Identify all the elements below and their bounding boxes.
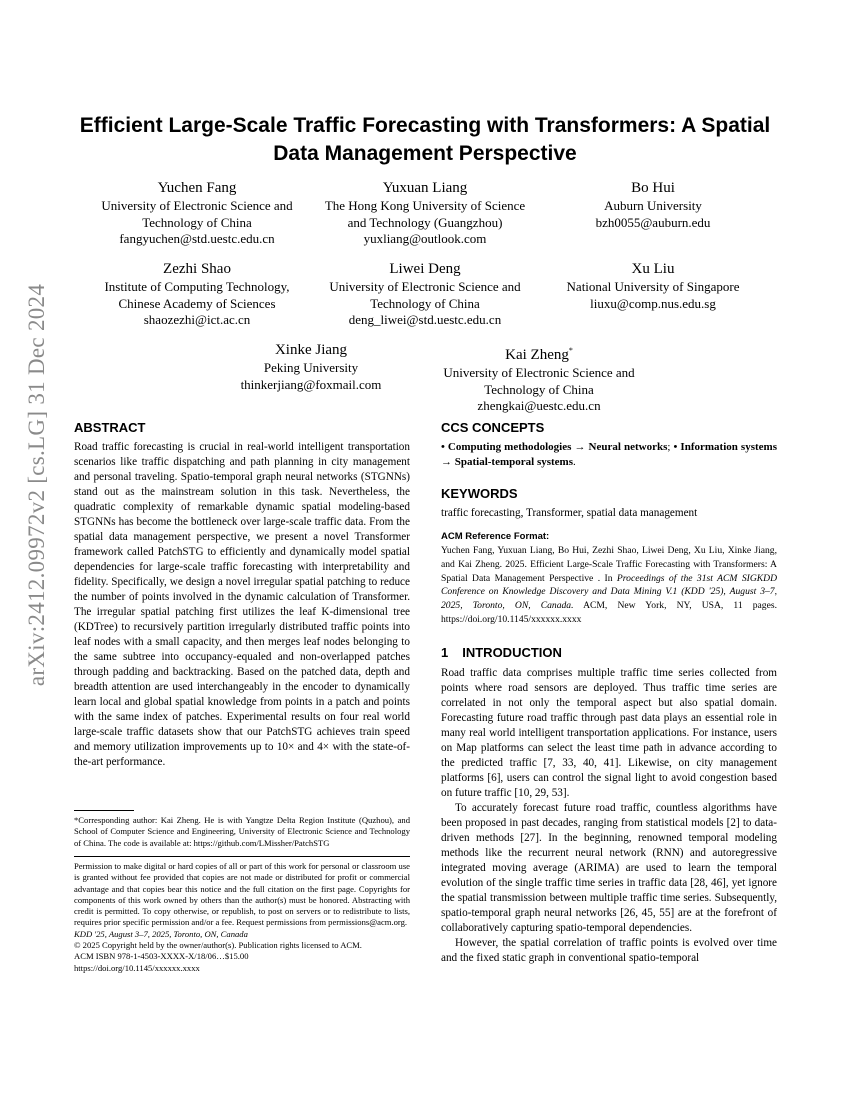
- reference-authors: Yuchen Fang, Yuxuan Liang, Bo Hui, Zezhi Shao, Liwei Deng, Xu Liu, Xinke Jiang, and Kai Zheng. 2025. Efficient Large-Scale Traffic Forecasting with Transformers: A Spatial Data Management Perspective . In: [441, 545, 777, 584]
- introduction-heading: [441, 645, 777, 660]
- author-name: Yuchen Fang: [157, 180, 237, 196]
- ccs-text: [441, 440, 777, 470]
- section-title: INTRODUCTION: [462, 645, 562, 660]
- copyright-line: © 2025 Copyright held by the owner/author(s). Publication rights licensed to ACM.: [74, 940, 362, 951]
- keywords-text: traffic forecasting, Transformer, spatial data management: [441, 507, 698, 519]
- paper-title: Efficient Large-Scale Traffic Forecasting with Transformers: A Spatial Data Management Perspective: [79, 114, 771, 165]
- conference-line: KDD '25, August 3–7, 2025, Toronto, ON, Canada: [74, 928, 248, 939]
- introduction-section: [441, 645, 777, 966]
- keywords-section: [441, 486, 777, 521]
- footnote-divider: [74, 810, 134, 811]
- author-email[interactable]: yuxliang@outlook.com: [363, 231, 487, 246]
- author-name: Xinke Jiang: [274, 342, 348, 358]
- reference-heading: ACM Reference Format:: [441, 531, 550, 542]
- author-name: Bo Hui: [631, 180, 675, 196]
- reference-text: [441, 544, 777, 627]
- author-affiliation: Technology of China: [370, 295, 480, 311]
- author-block: [72, 260, 322, 329]
- author-block: [528, 179, 778, 231]
- author-affiliation: The Hong Kong University of Science: [324, 198, 526, 213]
- ccs-heading: CCS CONCEPTS: [441, 420, 545, 435]
- footnote-corresponding: *Corresponding author: Kai Zheng. He is with Yangtze Delta Region Institute (Quzhou), and School of Computer Science and Engineering, University of Electronic Science and Technology of China. The code is available at: https://github.com/LMissher/PatchSTG: [74, 815, 410, 848]
- corresponding-mark: *: [568, 346, 573, 355]
- ccs-term: Spatial-temporal systems: [454, 456, 573, 468]
- intro-paragraph: Road traffic data comprises multiple traffic time series collected from points where road sensors are deployed. Thus traffic time series are correlated in not only the temporal aspect but also spatial domain. Forecasting future road traffic through past data plays an essential role in many real world intelligent transportation applications. For instance, users on Map platforms can select the least time path in advance according to the predicted traffic [7, 33, 40, 41]. Likewise, on city management platforms [6], users can control the signal light to avoid congestion based on future traffic [10, 29, 53].: [441, 667, 777, 799]
- isbn-line: ACM ISBN 978-1-4503-XXXX-X/18/06…$15.00: [74, 951, 249, 962]
- abstract-text: Road traffic forecasting is crucial in real-world intelligent transportation scenarios like traffic dispatching and path planning in city management and personal traveling. Spatio-temporal graph neural networks (STGNNs) stand out as the mainstream solution in this task. Nevertheless, the quadratic complexity of remarkable dynamic spatial modeling-based STGNNs has become the bottleneck over large-scale traffic data. From the spatial data management perspective, we present a novel Transformer framework called PatchSTG to efficiently and dynamically model spatial dependencies for large-scale traffic forecasting with interpretability and fidelity. Specifically, we design a novel irregular spatial patching to reduce the number of points involved in the dynamic calculation of Transformer. The irregular spatial patching first utilizes the leaf K-dimensional tree (KDTree) to recursively partition irregularly distributed traffic points into leaf nodes with a small capacity, and then merges leaf nodes belonging to the same subtree into occupancy-equaled and non-overlapped patches through padding and backtracking. Based on the patched data, depth and breadth attention are used interchangeably in the encoder to dynamically learn local and global spatial knowledge from points in a patch and points with the same index of patches. Experimental results on four real world large-scale traffic datasets show that our PatchSTG achieves train speed and memory utilization improvements up to 10× and 4× with the state-of-the-art performance.: [74, 441, 410, 768]
- author-name: Zezhi Shao: [163, 261, 231, 277]
- author-affiliation: Auburn University: [604, 198, 702, 213]
- author-email[interactable]: fangyuchen@std.uestc.edu.cn: [119, 231, 275, 246]
- ccs-end: .: [573, 456, 576, 468]
- ccs-separator: ;: [667, 441, 674, 453]
- author-email[interactable]: deng_liwei@std.uestc.edu.cn: [348, 312, 502, 327]
- author-email[interactable]: zhengkai@uestc.edu.cn: [477, 398, 601, 413]
- ccs-category: • Information systems: [673, 441, 777, 453]
- author-name: Liwei Deng: [389, 261, 461, 277]
- acm-reference-section: [441, 530, 777, 627]
- author-affiliation: Institute of Computing Technology,: [104, 279, 290, 294]
- author-name-block: [414, 341, 664, 365]
- permission-divider: [74, 856, 410, 857]
- section-number: 1: [441, 645, 449, 660]
- author-affiliation: University of Electronic Science and: [101, 198, 293, 213]
- abstract-section: [74, 420, 410, 770]
- keywords-heading: KEYWORDS: [441, 486, 518, 501]
- author-email[interactable]: shaozezhi@ict.ac.cn: [143, 312, 251, 327]
- author-affiliation: Technology of China: [484, 381, 594, 397]
- arxiv-identifier: arXiv:2412.09972v2 [cs.LG] 31 Dec 2024: [24, 283, 49, 687]
- author-affiliation: Chinese Academy of Sciences: [118, 295, 276, 311]
- ccs-category: • Computing methodologies: [441, 441, 572, 453]
- reference-venue: Proceedings of the 31st ACM SIGKDD Conference on Knowledge Discovery and Data Mining V.1 (KDD '25), August 3–7, 2025, Toronto, ON, Canada.: [441, 572, 777, 612]
- author-block: [186, 341, 436, 393]
- reference-publisher: ACM, New York, NY, USA, 11 pages. https://doi.org/10.1145/xxxxxx.xxxx: [441, 600, 777, 625]
- author-name: Xu Liu: [631, 261, 675, 277]
- author-affiliation: Technology of China: [142, 214, 252, 230]
- ccs-arrow: →: [571, 441, 589, 453]
- author-affiliation: University of Electronic Science and: [329, 279, 521, 294]
- author-affiliation: and Technology (Guangzhou): [347, 214, 503, 230]
- author-email[interactable]: liuxu@comp.nus.edu.sg: [590, 295, 716, 311]
- author-block: [300, 179, 550, 248]
- ccs-section: [441, 420, 777, 470]
- author-name: Kai Zheng: [505, 347, 569, 363]
- author-block: [72, 179, 322, 248]
- doi-link[interactable]: https://doi.org/10.1145/xxxxxx.xxxx: [74, 962, 200, 973]
- ccs-arrow: →: [441, 456, 455, 468]
- author-block: [528, 260, 778, 312]
- intro-paragraph: To accurately forecast future road traffic, countless algorithms have been proposed in past decades, ranging from statistical models [2] to data-driven methods [27]. In the beginning, renowned temporal modeling methods like the recurrent neural network (RNN) and autoregressive integrated moving average (ARIMA) are used to learn the temporal evolution of the single traffic time series in traffic data [28, 46], yet ignore the spatial transmission between multiple traffic time series. Subsequently, spatio-temporal graph neural networks [26, 45, 55] are at the forefront of collaboratively capturing spatio-temporal dependencies.: [441, 802, 777, 934]
- abstract-heading: ABSTRACT: [74, 420, 146, 435]
- author-email[interactable]: bzh0055@auburn.edu: [595, 214, 711, 230]
- arxiv-sidebar: [22, 283, 52, 687]
- footnote-section: [74, 810, 410, 849]
- author-affiliation: National University of Singapore: [566, 279, 740, 294]
- author-block: [414, 341, 664, 415]
- permission-block: [74, 856, 410, 974]
- permission-text: Permission to make digital or hard copies of all or part of this work for personal or classroom use is granted without fee provided that copies are not made or distributed for profit or commercial advantage and that copies bear this notice and the full citation on the first page. Copyrights for components of this work owned by others than the author(s) must be honored. Abstracting with credit is permitted. To copy otherwise, or republish, to post on servers or to redistribute to lists, requires prior specific permission and/or a fee. Request permissions from permissions@acm.org.: [74, 861, 410, 928]
- ccs-term: Neural networks: [588, 441, 668, 453]
- author-affiliation: Peking University: [263, 360, 359, 375]
- author-name: Yuxuan Liang: [382, 180, 468, 196]
- author-affiliation: University of Electronic Science and: [443, 365, 635, 380]
- intro-paragraph: However, the spatial correlation of traffic points is evolved over time and the fixed static graph in conventional spatio-temporal: [441, 937, 777, 964]
- author-block: [300, 260, 550, 329]
- author-email[interactable]: thinkerjiang@foxmail.com: [240, 376, 382, 392]
